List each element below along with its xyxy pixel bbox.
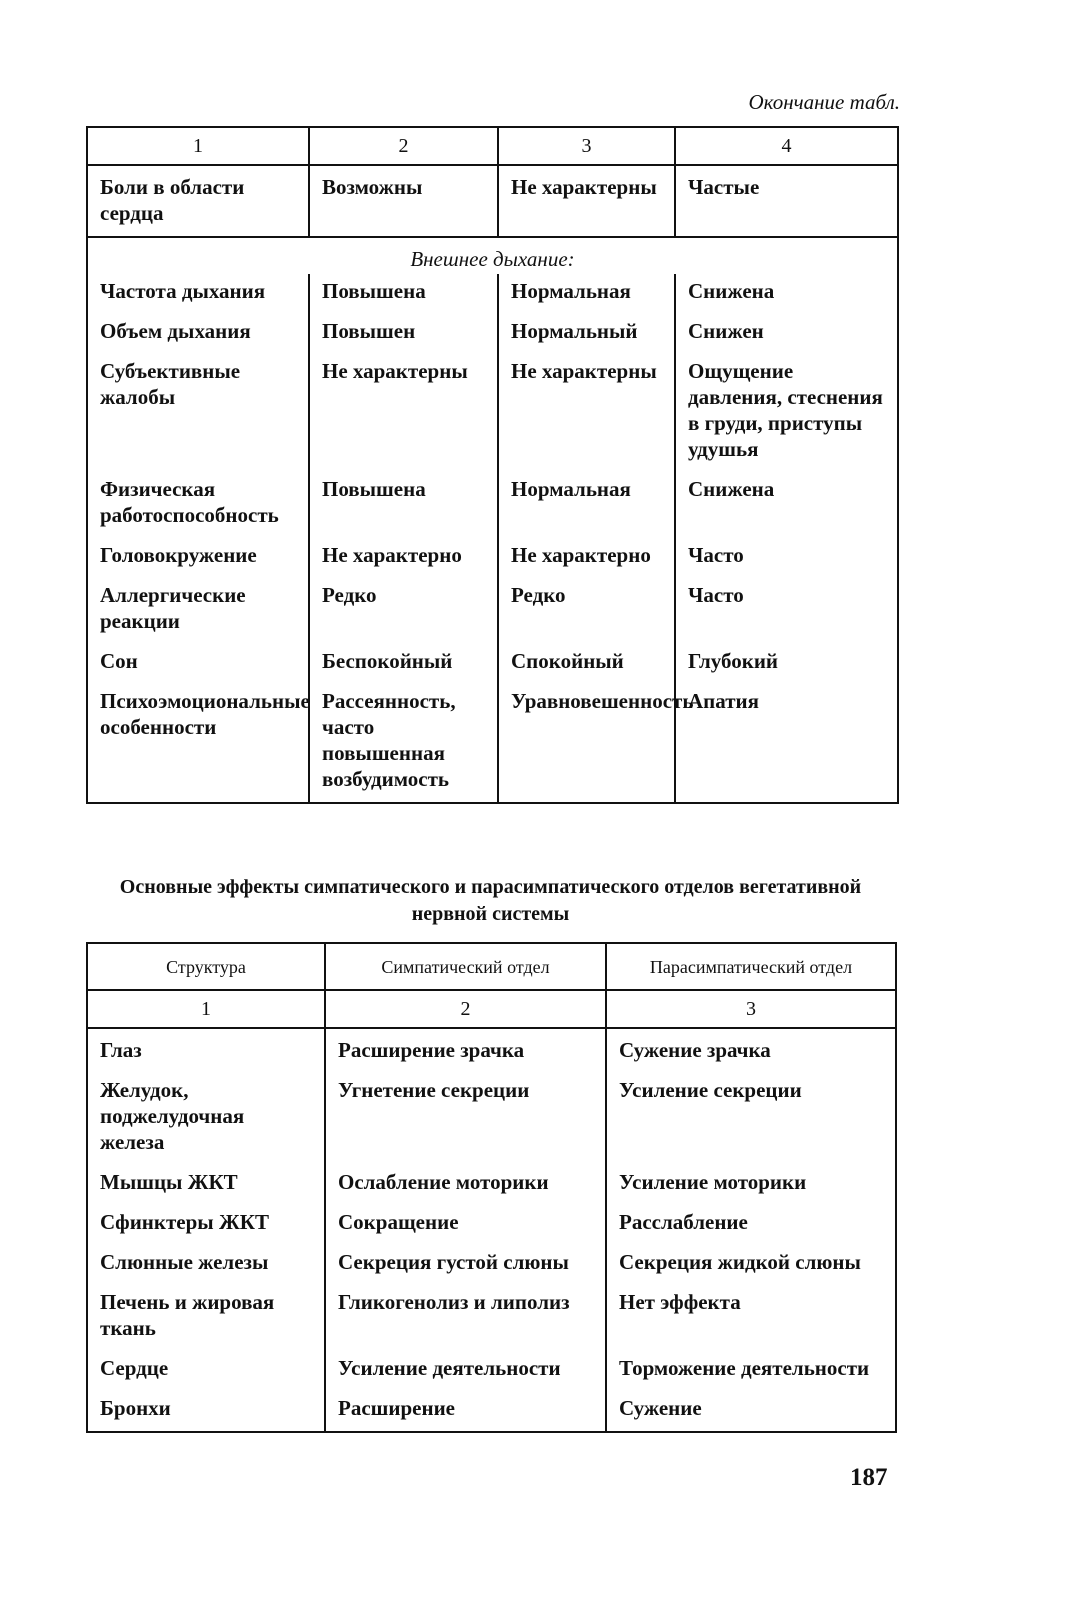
table-cell: Снижена [675, 274, 898, 314]
table-row [87, 578, 898, 644]
table-cell: Секреция жидкой слюны [606, 1245, 896, 1285]
table-cell: Печень и жировая ткань [87, 1285, 325, 1351]
table-row [87, 165, 898, 237]
table-cell: Беспокойный [309, 644, 498, 684]
table-cell: Сужение [606, 1391, 896, 1432]
table-cell: Не характерно [498, 538, 675, 578]
table-row [87, 274, 898, 314]
table-row [87, 1205, 896, 1245]
column-header: Структура [87, 943, 325, 990]
table-cell: Сокращение [325, 1205, 606, 1245]
table-row [87, 1165, 896, 1205]
table-cell: Часто [675, 578, 898, 644]
table-cell: Глубокий [675, 644, 898, 684]
table-cell: Субъективные жалобы [87, 354, 309, 472]
table-cell: Спокойный [498, 644, 675, 684]
column-header: Парасимпатический отдел [606, 943, 896, 990]
group-label: Внешнее дыхание: [87, 237, 898, 274]
table-cell: Часто [675, 538, 898, 578]
table-cell: Угнетение секреции [325, 1073, 606, 1165]
table-cell: Ослабление моторики [325, 1165, 606, 1205]
col-number: 3 [606, 990, 896, 1028]
column-number-row [87, 127, 898, 165]
table-cell: Нормальная [498, 274, 675, 314]
table-cell: Головокружение [87, 538, 309, 578]
column-header: Симпатический отдел [325, 943, 606, 990]
table-cell: Редко [309, 578, 498, 644]
group-row [87, 237, 898, 274]
table-cell: Снижена [675, 472, 898, 538]
table-cell: Усиление деятельности [325, 1351, 606, 1391]
table-cell: Физическая работоспособность [87, 472, 309, 538]
table-row [87, 1391, 896, 1432]
col-number: 4 [675, 127, 898, 165]
table-cell: Повышена [309, 274, 498, 314]
table-cell: Гликогенолиз и липолиз [325, 1285, 606, 1351]
table-row [87, 472, 898, 538]
table-cell: Расширение [325, 1391, 606, 1432]
table-cell: Не характерны [498, 354, 675, 472]
table-cell: Усиление моторики [606, 1165, 896, 1205]
table-row [87, 314, 898, 354]
table-cell: Не характерны [309, 354, 498, 472]
table-cell: Апатия [675, 684, 898, 803]
table-cell: Секреция густой слюны [325, 1245, 606, 1285]
table-row [87, 1285, 896, 1351]
table-cell: Не характерно [309, 538, 498, 578]
nervous-system-effects-table [86, 942, 897, 1433]
table-row [87, 1028, 896, 1073]
table-cell: Повышен [309, 314, 498, 354]
col-number: 2 [309, 127, 498, 165]
col-number: 1 [87, 990, 325, 1028]
table-cell: Расширение зрачка [325, 1028, 606, 1073]
table-row [87, 354, 898, 472]
table-cell: Снижен [675, 314, 898, 354]
table-cell: Мышцы ЖКТ [87, 1165, 325, 1205]
table-caption: Основные эффекты симпатического и парасимпатического отделов вегетативной нервной системы [119, 876, 862, 925]
table-cell: Нормальная [498, 472, 675, 538]
table-cell: Торможение деятельности [606, 1351, 896, 1391]
table-cell: Частота дыхания [87, 274, 309, 314]
table-cell: Усиление секреции [606, 1073, 896, 1165]
col-number: 2 [325, 990, 606, 1028]
col-number: 3 [498, 127, 675, 165]
table-cell: Уравновешенность [498, 684, 675, 803]
table-cell: Не характерны [498, 165, 675, 237]
column-number-row [87, 990, 896, 1028]
table-row [87, 1351, 896, 1391]
table-cell: Желудок, поджелудочная железа [87, 1073, 325, 1165]
table-cell: Редко [498, 578, 675, 644]
table-cell: Рассеянность, часто повышенная возбудимость [309, 684, 498, 803]
table-cell: Бронхи [87, 1391, 325, 1432]
page-number: 187 [850, 1464, 888, 1491]
table-cell: Частые [675, 165, 898, 237]
table-cell: Боли в области сердца [87, 165, 309, 237]
table-row [87, 684, 898, 803]
table-cell: Ощущение давления, стеснения в груди, приступы удушья [675, 354, 898, 472]
table-cell: Сон [87, 644, 309, 684]
table-cell: Нормальный [498, 314, 675, 354]
table-cell: Объем дыхания [87, 314, 309, 354]
table-cell: Сфинктеры ЖКТ [87, 1205, 325, 1245]
table-cell: Аллергические реакции [87, 578, 309, 644]
col-number: 1 [87, 127, 309, 165]
table-cell: Слюнные железы [87, 1245, 325, 1285]
table-cell: Повышена [309, 472, 498, 538]
continuation-label: Окончание табл. [748, 90, 900, 114]
table-cell: Сердце [87, 1351, 325, 1391]
table-cell: Нет эффекта [606, 1285, 896, 1351]
table-cell: Расслабление [606, 1205, 896, 1245]
table-row [87, 644, 898, 684]
header-row [87, 943, 896, 990]
table-cell: Глаз [87, 1028, 325, 1073]
autonomic-tone-table [86, 126, 899, 804]
table-cell: Возможны [309, 165, 498, 237]
table-cell: Психоэмоциональные особенности [87, 684, 309, 803]
table-cell: Сужение зрачка [606, 1028, 896, 1073]
table-row [87, 1073, 896, 1165]
table-row [87, 538, 898, 578]
table-row [87, 1245, 896, 1285]
